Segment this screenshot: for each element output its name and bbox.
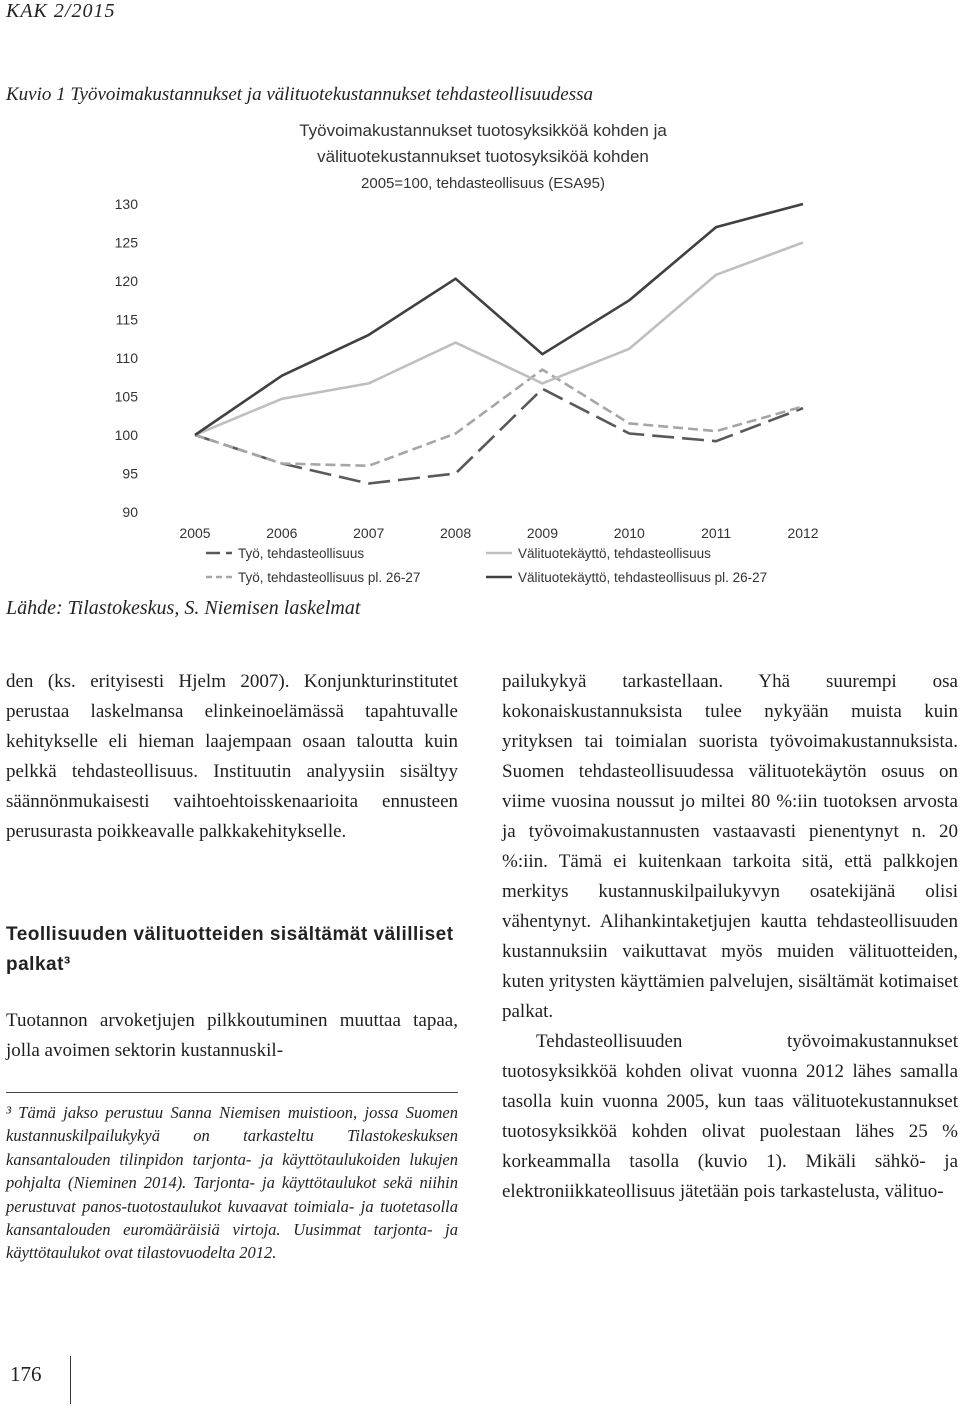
- line-chart: [0, 110, 960, 595]
- left-column-text: [6, 667, 458, 847]
- y-tick-label: 130: [114, 196, 138, 212]
- series-line-3: [195, 243, 803, 436]
- journal-header: KAK 2/2015: [6, 0, 116, 22]
- footnote: ³ Tämä jakso perustuu Sanna Niemisen muistioon, jossa Suomen kustannuskilpailukykyä on tarkasteltu Tilastokeskuksen kansantalouden tilinpidon tarjonta- ja käyttötaulukoiden lukujen pohjalta (Nieminen 2014). Tarjonta- ja käyttötaulukot sekä niihin perustuvat panos-tuotostaulukot kuvaavat toimiala- ja tuotetasolla kansantalouden euromääräisiä virtoja. Uusimmat tarjonta- ja käyttötaulukot ovat tilastovuodelta 2012.: [6, 1103, 458, 1263]
- chart-subtitle: 2005=100, tehdasteollisuus (ESA95): [361, 175, 605, 192]
- left-paragraph-1: den (ks. erityisesti Hjelm 2007). Konjunkturinstitutet perustaa laskelmansa elinkeinoelämässä tapahtuvalle kehitykselle eli hieman laajempaan osaan taloutta kuin pelkkä tehdasteollisuus. Instituutin analyysiin sisältyy säännönmukaisesti vaihtoehtoisskenaarioita ennusteen perusurasta poikkeavalle palkkakehitykselle.: [6, 671, 458, 842]
- y-tick-label: 100: [114, 427, 138, 443]
- right-paragraph-1: pailukykyä tarkastellaan. Yhä suurempi osa kokonaiskustannuksista tulee nykyään muista kuin yrityksen tai toimialan suorista työvoimakustannuksista. Suomen tehdasteollisuudessa välituotekäytön osuus on viime vuosina noussut jo miltei 80 %:iin tuotoksen arvosta ja työvoimakustannusten vastaavasti pienentynyt n. 20 %:iin. Tämä ei kuitenkaan tarkoita sitä, että palkkojen merkitys kustannuskilpailukyvyn osatekijänä olisi vähentynyt. Alihankintaketjujen kautta tehdasteollisuuden kustannuksiin vaikuttavat myös muiden välituotteiden, kuten yritysten käyttämien palvelujen, sisältämät kotimaiset palkat.: [502, 671, 958, 1022]
- chart-title-line2: välituotekustannukset tuotosyksiköä kohden: [317, 147, 649, 166]
- legend-label: Työ, tehdasteollisuus pl. 26-27: [238, 570, 421, 585]
- y-tick-label: 105: [114, 388, 138, 405]
- y-tick-label: 90: [122, 504, 138, 520]
- legend-label: Välituotekäyttö, tehdasteollisuus pl. 26-27: [518, 570, 768, 585]
- y-tick-label: 120: [114, 273, 138, 289]
- figure-source: Lähde: Tilastokeskus, S. Niemisen laskelmat: [6, 597, 361, 619]
- x-tick-label: 2010: [613, 525, 645, 541]
- legend-label: Työ, tehdasteollisuus: [238, 546, 365, 561]
- x-tick-label: 2005: [179, 525, 211, 541]
- series-line-2: [195, 370, 803, 466]
- legend-label: Välituotekäyttö, tehdasteollisuus: [518, 546, 711, 561]
- page-number: 176: [10, 1362, 42, 1386]
- x-tick-label: 2008: [439, 525, 472, 541]
- figure-caption: Kuvio 1 Työvoimakustannukset ja välituotekustannukset tehdasteollisuudessa: [6, 84, 593, 105]
- y-tick-label: 110: [115, 350, 138, 366]
- page-number-divider: [70, 1356, 71, 1404]
- series-line-4: [195, 204, 803, 435]
- left-paragraph-2: Tuotannon arvoketjujen pilkkoutuminen muuttaa tapaa, jolla avoimen sektorin kustannuskil-: [6, 1010, 458, 1061]
- section-heading: Teollisuuden välituotteiden sisältämät välilliset palkat³: [6, 924, 454, 975]
- chart-title-line1: Työvoimakustannukset tuotosyksikköä kohden ja: [299, 121, 667, 140]
- y-tick-label: 95: [122, 465, 138, 482]
- footnote-divider: [6, 1092, 458, 1093]
- x-tick-label: 2012: [787, 525, 819, 541]
- x-tick-label: 2011: [701, 525, 732, 541]
- right-paragraph-2: Tehdasteollisuuden työvoimakustannukset tuotosyksikköä kohden olivat vuonna 2012 lähes samalla tasolla kuin vuonna 2005, kun taas välituotekustannukset tuotosyksikköä kohden olivat puolestaan lähes 25 % korkeammalla tasolla (kuvio 1). Mikäli sähkö- ja elektroniikkateollisuus jätetään pois tarkastelusta, välituo-: [502, 1031, 958, 1202]
- x-tick-label: 2006: [266, 525, 298, 541]
- x-tick-label: 2007: [353, 525, 385, 541]
- right-column-text: [502, 667, 958, 1207]
- x-tick-label: 2009: [526, 525, 559, 541]
- y-tick-label: 125: [114, 234, 138, 251]
- y-tick-label: 115: [115, 311, 138, 328]
